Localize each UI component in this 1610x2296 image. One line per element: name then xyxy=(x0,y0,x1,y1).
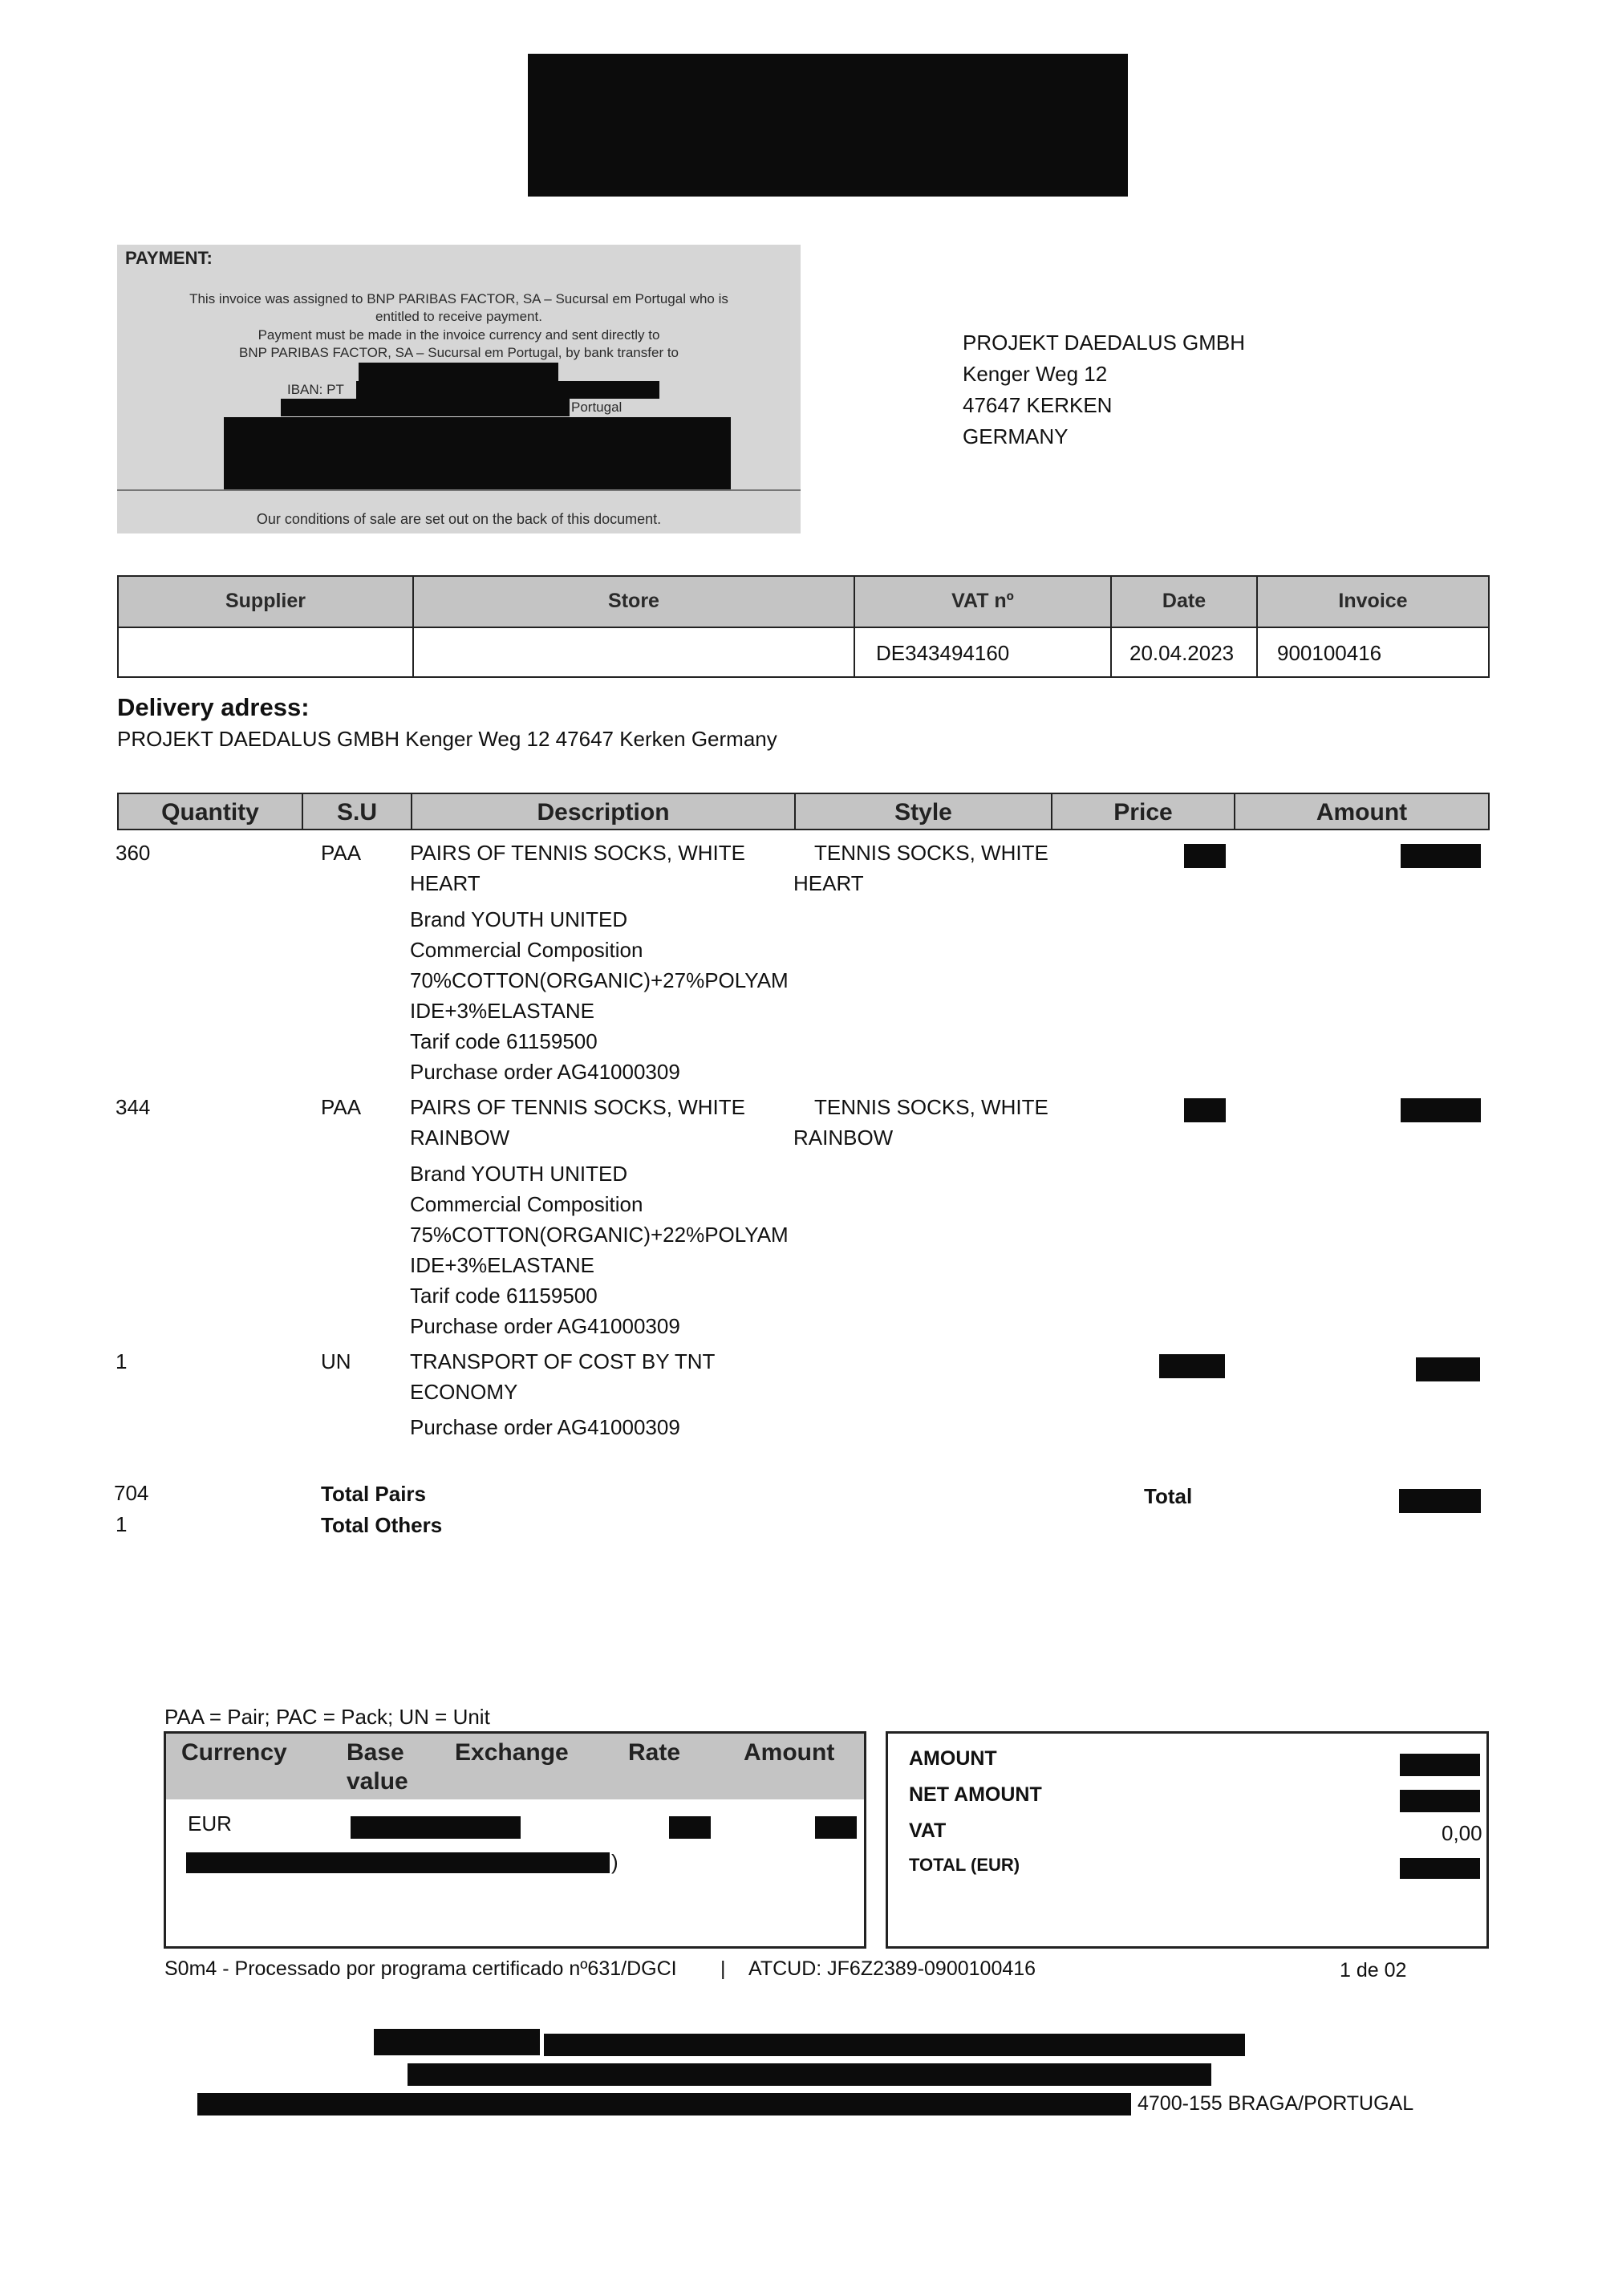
redacted-item-2-price xyxy=(1184,1098,1226,1122)
item-1-detail-2: Commercial Composition xyxy=(410,938,643,962)
redacted-amount-in-words xyxy=(186,1852,610,1873)
col-style: Style xyxy=(894,799,952,826)
redacted-item-1-price xyxy=(1184,844,1226,868)
item-3-desc-1: TRANSPORT OF COST BY TNT xyxy=(410,1349,716,1373)
payment-divider xyxy=(117,489,801,491)
payment-line-4: BNP PARIBAS FACTOR, SA – Sucursal em Portugal, by bank transfer to xyxy=(238,345,679,360)
item-2-detail-6: Purchase order AG41000309 xyxy=(410,1314,680,1338)
item-2-detail-3: 75%COTTON(ORGANIC)+22%POLYAM xyxy=(410,1223,789,1247)
currency-box xyxy=(164,1731,866,1949)
item-2-detail-2: Commercial Composition xyxy=(410,1192,643,1216)
item-2-style-1: TENNIS SOCKS, WHITE xyxy=(814,1095,1048,1119)
total-others-qty: 1 xyxy=(116,1512,128,1536)
col-quantity: Quantity xyxy=(161,799,259,826)
page-number: 1 de 02 xyxy=(1340,1959,1407,1982)
item-2-desc-2: RAINBOW xyxy=(410,1126,510,1150)
delivery-label: Delivery adress: xyxy=(117,693,310,721)
amount-summary-box xyxy=(886,1731,1489,1949)
sale-conditions-note: Our conditions of sale are set out on the back of this document. xyxy=(256,511,662,527)
redacted-company-address xyxy=(197,2093,1131,2115)
col-amount-currency: Amount xyxy=(744,1739,835,1766)
total-pairs-qty: 704 xyxy=(114,1481,149,1505)
redacted-swift xyxy=(224,417,731,491)
item-2-su: PAA xyxy=(321,1095,362,1119)
redacted-net-amount xyxy=(1400,1790,1480,1812)
vat-number: DE343494160 xyxy=(876,641,1010,665)
total-others-label: Total Others xyxy=(321,1513,443,1537)
unit-legend: PAA = Pair; PAC = Pack; UN = Unit xyxy=(164,1705,490,1729)
payment-line-2: entitled to receive payment. xyxy=(375,309,542,324)
redacted-base-value xyxy=(351,1816,521,1839)
item-2-desc-1: PAIRS OF TENNIS SOCKS, WHITE xyxy=(410,1095,745,1119)
item-1-detail-4: IDE+3%ELASTANE xyxy=(410,999,595,1023)
col-description: Description xyxy=(537,799,670,826)
redacted-company-name xyxy=(374,2029,540,2055)
customer-name: PROJEKT DAEDALUS GMBH xyxy=(963,331,1246,355)
footer-separator: | xyxy=(720,1957,726,1980)
col-date: Date xyxy=(1162,590,1206,612)
items-table-header xyxy=(117,793,1490,830)
col-invoice: Invoice xyxy=(1338,590,1408,612)
currency-code: EUR xyxy=(188,1811,232,1836)
total-label: Total xyxy=(1144,1484,1193,1508)
redacted-item-3-price xyxy=(1159,1354,1225,1378)
payment-line-1: This invoice was assigned to BNP PARIBAS FACTOR, SA – Sucursal em Portugal who is xyxy=(189,291,728,306)
item-3-detail-1: Purchase order AG41000309 xyxy=(410,1415,680,1439)
item-2-detail-1: Brand YOUTH UNITED xyxy=(410,1162,628,1186)
vat-value: 0,00 xyxy=(1442,1821,1482,1845)
col-vat: VAT nº xyxy=(951,590,1014,612)
bank-country: Portugal xyxy=(571,400,623,415)
company-city: 4700-155 BRAGA/PORTUGAL xyxy=(1138,2092,1414,2115)
item-2-detail-4: IDE+3%ELASTANE xyxy=(410,1253,595,1277)
customer-country: GERMANY xyxy=(963,424,1069,448)
invoice-header-table xyxy=(117,575,1490,678)
certification-note: S0m4 - Processado por programa certificado nº631/DGCI xyxy=(164,1957,677,1980)
redacted-amount xyxy=(1400,1754,1480,1776)
item-3-su: UN xyxy=(321,1349,351,1373)
iban-label: IBAN: PT xyxy=(287,382,344,397)
item-1-detail-6: Purchase order AG41000309 xyxy=(410,1060,680,1084)
payment-line-3: Payment must be made in the invoice currency and sent directly to xyxy=(258,327,660,343)
col-rate: Rate xyxy=(628,1739,681,1766)
item-1-detail-3: 70%COTTON(ORGANIC)+27%POLYAM xyxy=(410,968,789,992)
customer-city: 47647 KERKEN xyxy=(963,393,1113,417)
redacted-company-info-2 xyxy=(408,2063,1211,2086)
item-1-desc-1: PAIRS OF TENNIS SOCKS, WHITE xyxy=(410,841,745,865)
redacted-total-eur xyxy=(1400,1858,1480,1879)
payment-title: PAYMENT: xyxy=(125,248,213,268)
item-2-qty: 344 xyxy=(116,1095,151,1119)
redacted-company-info-1 xyxy=(544,2034,1245,2056)
redacted-exchange-rate xyxy=(669,1816,711,1839)
customer-street: Kenger Weg 12 xyxy=(963,362,1108,386)
col-supplier: Supplier xyxy=(225,590,306,612)
item-2-style-2: RAINBOW xyxy=(793,1126,894,1150)
item-1-style-1: TENNIS SOCKS, WHITE xyxy=(814,841,1048,865)
invoice-number: 900100416 xyxy=(1277,641,1382,665)
delivery-address: PROJEKT DAEDALUS GMBH Kenger Weg 12 47647 Kerken Germany xyxy=(117,727,777,751)
redacted-iban xyxy=(356,381,659,399)
redacted-bank-address xyxy=(281,399,570,416)
redacted-currency-amount xyxy=(815,1816,857,1839)
item-3-qty: 1 xyxy=(116,1349,128,1373)
amount-words-paren: ) xyxy=(611,1850,618,1874)
item-1-desc-2: HEART xyxy=(410,871,481,895)
item-1-detail-5: Tarif code 61159500 xyxy=(410,1029,598,1053)
total-eur-label: TOTAL (EUR) xyxy=(909,1855,1020,1875)
col-su: S.U xyxy=(336,799,377,826)
net-amount-label: NET AMOUNT xyxy=(909,1783,1042,1806)
total-pairs-label: Total Pairs xyxy=(321,1482,427,1506)
redacted-total-amount xyxy=(1399,1489,1481,1513)
col-base-value-1: Base xyxy=(347,1739,404,1766)
amount-label: AMOUNT xyxy=(909,1747,997,1770)
col-currency: Currency xyxy=(181,1739,287,1766)
redacted-item-2-amount xyxy=(1401,1098,1481,1122)
col-base-value-2: value xyxy=(347,1768,408,1795)
col-store: Store xyxy=(608,590,659,612)
item-2-detail-5: Tarif code 61159500 xyxy=(410,1284,598,1308)
invoice-date: 20.04.2023 xyxy=(1129,641,1235,665)
item-1-su: PAA xyxy=(321,841,362,865)
col-amount: Amount xyxy=(1316,799,1408,826)
item-1-style-2: HEART xyxy=(793,871,864,895)
col-exchange: Exchange xyxy=(455,1739,569,1766)
item-3-desc-2: ECONOMY xyxy=(410,1380,518,1404)
atcud-code: ATCUD: JF6Z2389-0900100416 xyxy=(748,1957,1036,1980)
vat-label: VAT xyxy=(909,1819,947,1842)
redacted-header-logo xyxy=(528,54,1128,197)
item-1-qty: 360 xyxy=(116,841,151,865)
col-price: Price xyxy=(1113,799,1173,826)
redacted-item-1-amount xyxy=(1401,844,1481,868)
payment-box xyxy=(117,245,801,533)
redacted-item-3-amount xyxy=(1416,1357,1480,1381)
item-1-detail-1: Brand YOUTH UNITED xyxy=(410,907,628,931)
redacted-bank-name xyxy=(359,363,558,382)
